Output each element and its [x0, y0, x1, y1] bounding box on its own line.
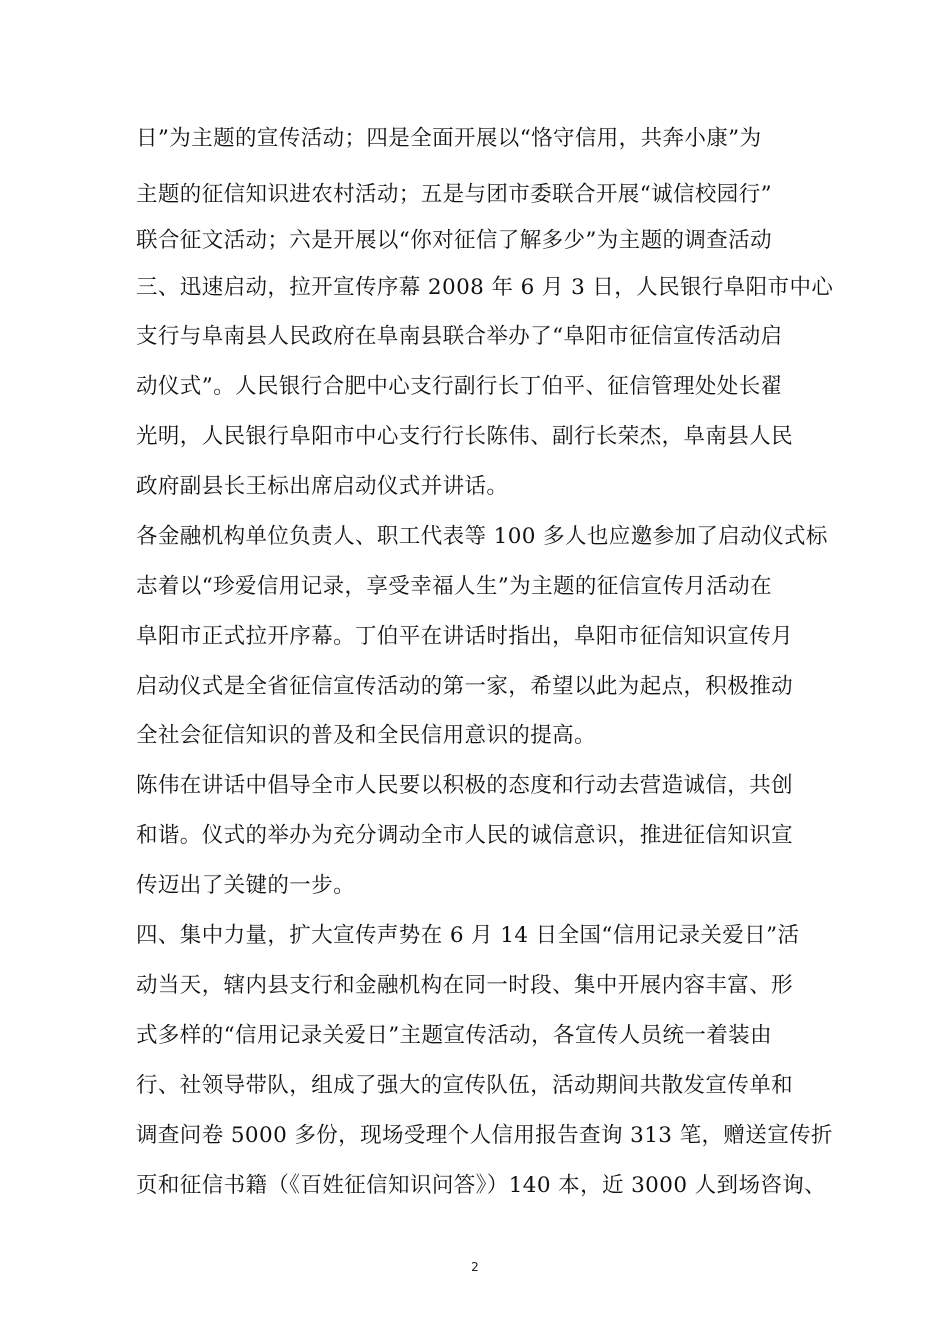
- text-line: 式多样的“信用记录关爱日”主题宣传活动，各宣传人员统一着装由: [136, 1023, 772, 1048]
- text-line: 陈伟在讲话中倡导全市人民要以积极的态度和行动去营造诚信，共创: [136, 773, 794, 798]
- text-line: 日”为主题的宣传活动；四是全面开展以“恪守信用，共奔小康”为: [136, 126, 762, 151]
- text-line: 四、集中力量，扩大宣传声势在 6 月 14 日全国“信用记录关爱日”活: [136, 923, 800, 948]
- text-line: 阜阳市正式拉开序幕。丁伯平在讲话时指出，阜阳市征信知识宣传月: [136, 624, 794, 649]
- text-line: 主题的征信知识进农村活动；五是与团市委联合开展“诚信校园行”: [136, 182, 772, 207]
- text-line: 传迈出了关键的一步。: [136, 873, 356, 898]
- text-line: 支行与阜南县人民政府在阜南县联合举办了“阜阳市征信宣传活动启: [136, 324, 783, 349]
- text-line: 动仪式”。人民银行合肥中心支行副行长丁伯平、征信管理处处长翟: [136, 374, 783, 399]
- text-line: 和谐。仪式的举办为充分调动全市人民的诚信意识，推进征信知识宣: [136, 823, 794, 848]
- page-number: 2: [471, 1260, 479, 1274]
- text-line: 页和征信书籍（《百姓征信知识问答》）140 本，近 3000 人到场咨询、: [136, 1173, 827, 1198]
- text-line: 启动仪式是全省征信宣传活动的第一家，希望以此为起点，积极推动: [136, 674, 794, 699]
- text-line: 政府副县长王标出席启动仪式并讲话。: [136, 474, 509, 499]
- text-line: 动当天，辖内县支行和金融机构在同一时段、集中开展内容丰富、形: [136, 973, 794, 998]
- text-line: 各金融机构单位负责人、职工代表等 100 多人也应邀参加了启动仪式标: [136, 524, 828, 549]
- text-line: 联合征文活动；六是开展以“你对征信了解多少”为主题的调查活动: [136, 228, 772, 253]
- text-line: 三、迅速启动，拉开宣传序幕 2008 年 6 月 3 日，人民银行阜阳市中心: [136, 275, 834, 300]
- text-line: 行、社领导带队，组成了强大的宣传队伍，活动期间共散发宣传单和: [136, 1073, 794, 1098]
- text-line: 调查问卷 5000 多份，现场受理个人信用报告查询 313 笔，赠送宣传折: [136, 1123, 833, 1148]
- text-line: 全社会征信知识的普及和全民信用意识的提高。: [136, 723, 596, 748]
- text-line: 光明，人民银行阜阳市中心支行行长陈伟、副行长荣杰，阜南县人民: [136, 424, 794, 449]
- text-line: 志着以“珍爱信用记录，享受幸福人生”为主题的征信宣传月活动在: [136, 574, 772, 599]
